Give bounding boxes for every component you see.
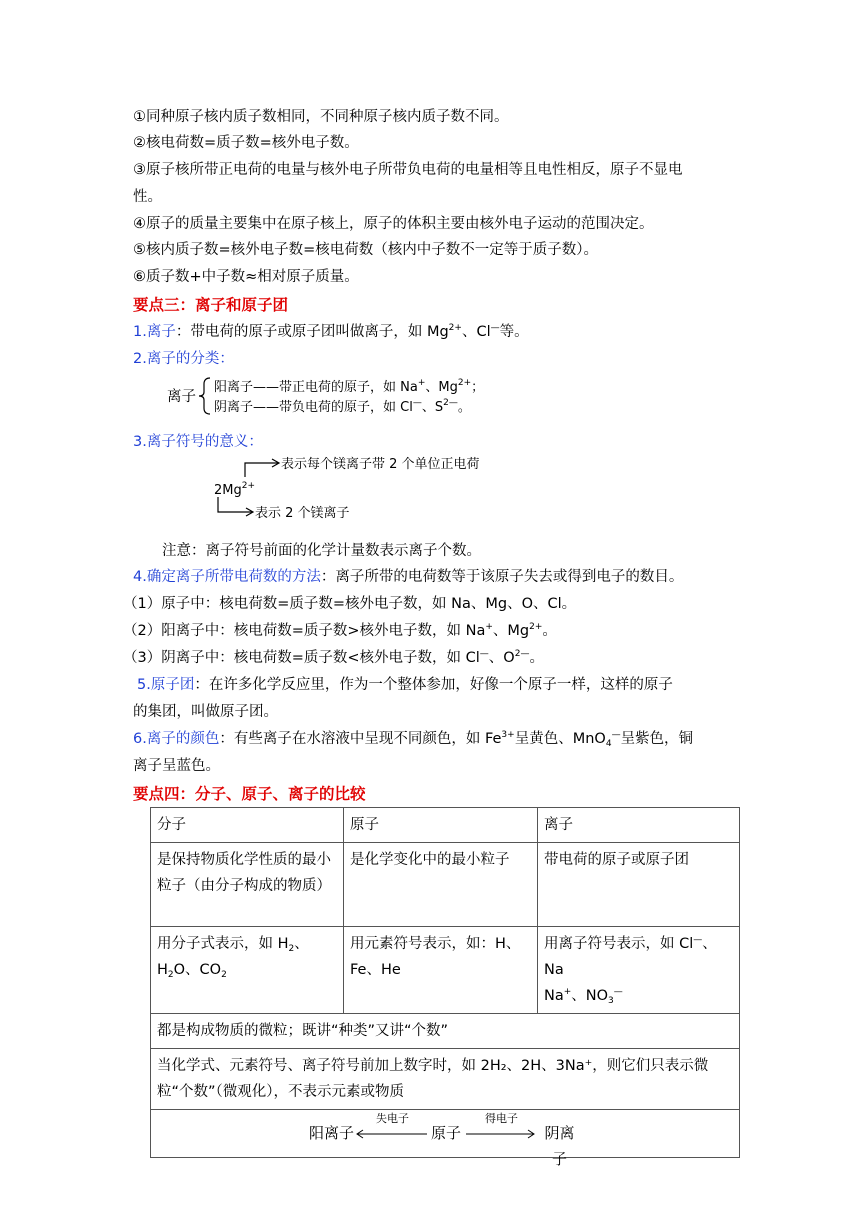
case-anion: （3）阴离子中：核电荷数=质子数<核外电子数，如 Cl—、$O^{2—}$。 (123, 649, 544, 666)
ion-color: 6.离子的颜色：有些离子在水溶液中呈现不同颜色，如 $Fe^{3+}$呈黄色、MnO$_4$—呈紫色，铜 (133, 730, 694, 749)
molecule-definition: 是保持物质化学性质的最小粒子（由分子构成的物质） (151, 843, 344, 927)
cation-classification: 阳离子——带正电荷的原子，如 Na+、$Mg^{2+}$； (214, 378, 485, 395)
atom-representation: 用元素符号表示，如：H、Fe、He (344, 927, 538, 1014)
point-3-cont: 性。 (133, 189, 162, 205)
section3-heading: 要点三：离子和原子团 (133, 296, 289, 314)
gain-electron-text: 得电子 (485, 1112, 518, 1125)
radical-definition: 5.原子团：在许多化学反应里，作为一个整体参加，好像一个原子一样，这样的原子 (137, 677, 673, 693)
brace-icon (196, 376, 214, 416)
ion-symbol-meaning-label: 3.离子符号的意义： (133, 434, 263, 450)
case-atom: （1）原子中：核电荷数=质子数=核外电子数，如 Na、Mg、O、Cl。 (123, 596, 577, 612)
ion-representation: 用离子符号表示，如 Cl—、Na Na+、$NO_3^—$ (538, 927, 740, 1014)
radical-label: 5.原子团 (137, 677, 195, 693)
ion-color-label: 6.离子的颜色 (133, 731, 220, 747)
atom-definition: 是化学变化中的最小粒子 (344, 843, 538, 927)
anion-text: 阴离子 (544, 1124, 575, 1168)
charge-method-label: 4.确定离子所带电荷数的方法 (133, 569, 321, 585)
ion-definition-cell: 带电荷的原子或原子团 (538, 843, 740, 927)
note: 注意：离子符号前面的化学计量数表示离子个数。 (162, 543, 481, 559)
meaning-count: 表示 2 个镁离子 (255, 506, 350, 521)
header-ion: 离子 (538, 808, 740, 843)
case-cation: （2）阳离子中：核电荷数=质子数>核外电子数，如 Na+、$Mg^{2+}$。 (123, 622, 557, 639)
number-meaning: 当化学式、元素符号、离子符号前加上数字时，如 2H₂、2H、3Na⁺，则它们只表示微粒“个数”（微观化），不表示元素或物质 (151, 1049, 740, 1110)
molecule-representation: 用分子式表示，如 $H_2$、 $H_2O$、$CO_2$ (151, 927, 344, 1014)
ion-definition-label: 1.离子 (133, 324, 176, 340)
ion-symbol-example: $2Mg^{2+}$ (214, 481, 256, 498)
conversion-cell (151, 1110, 740, 1168)
point-5: ⑤核内质子数=核外电子数=核电荷数（核内中子数不一定等于质子数）。 (133, 242, 599, 258)
point-3: ③原子核所带正电荷的电量与核外电子所带负电荷的电量相等且电性相反，原子不显电 (133, 162, 683, 178)
section4-heading: 要点四：分子、原子、离子的比较 (133, 785, 366, 803)
ion-classification-label: 2.离子的分类： (133, 351, 234, 367)
point-6: ⑥质子数+中子数≈相对原子质量。 (133, 269, 359, 285)
table-row (151, 1014, 740, 1049)
left-arrow-icon (355, 1129, 429, 1139)
table-header-row (151, 808, 740, 843)
ion-color-cont: 离子呈蓝色。 (133, 758, 220, 774)
point-4: ④原子的质量主要集中在原子核上，原子的体积主要由核外电子运动的范围决定。 (133, 216, 654, 232)
table-row (151, 843, 740, 927)
ion-definition: 1.离子：带电荷的原子或原子团叫做离子，如 $Mg^{2+}$、Cl—等。 (133, 323, 529, 340)
header-atom: 原子 (344, 808, 538, 843)
table-row (151, 1049, 740, 1110)
header-molecule: 分子 (151, 808, 344, 843)
charge-method: 4.确定离子所带电荷数的方法：离子所带的电荷数等于该原子失去或得到电子的数目。 (133, 569, 684, 585)
lose-electron-text: 失电子 (376, 1112, 409, 1125)
point-2: ②核电荷数=质子数=核外电子数。 (133, 135, 359, 151)
right-arrow-icon (464, 1129, 536, 1139)
comparison-table (150, 807, 740, 1168)
table-row (151, 1110, 740, 1158)
radical-definition-cont: 的集团，叫做原子团。 (133, 704, 278, 720)
cation-text: 阳离子 (309, 1124, 355, 1142)
anion-classification: 阴离子——带负电荷的原子，如 Cl—、$S^{2—}$。 (214, 398, 471, 415)
common-property: 都是构成物质的微粒；既讲“种类”又讲“个数” (151, 1014, 740, 1049)
classification-root: 离子 (167, 389, 196, 405)
meaning-charge: 表示每个镁离子带 2 个单位正电荷 (281, 457, 480, 472)
table-row (151, 927, 740, 1014)
conversion-diagram (309, 1112, 581, 1168)
atom-text: 原子 (431, 1124, 462, 1142)
point-1: ①同种原子核内质子数相同，不同种原子核内质子数不同。 (133, 109, 509, 125)
